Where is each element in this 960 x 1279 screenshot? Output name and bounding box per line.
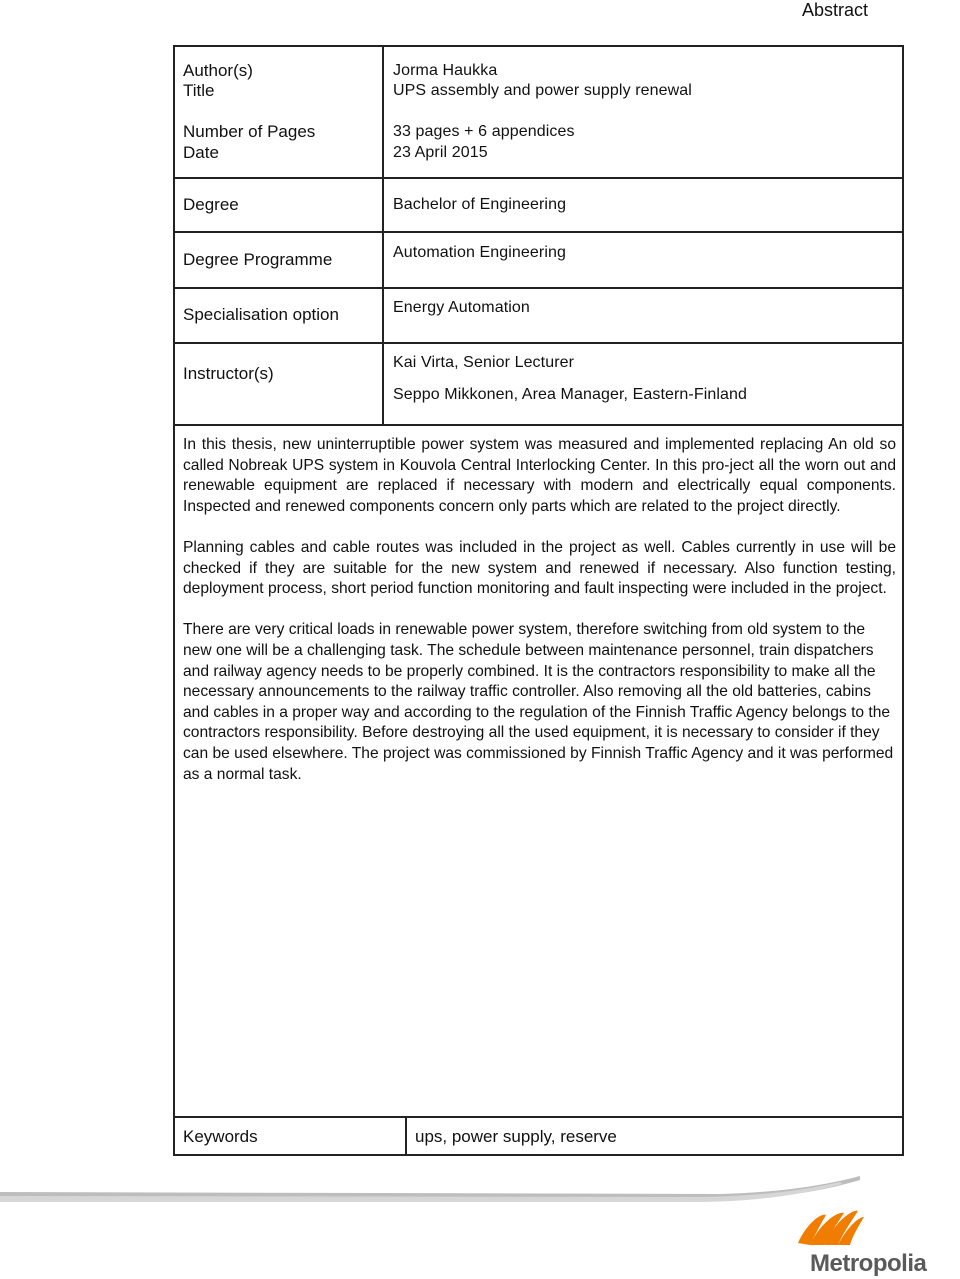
row-divider bbox=[173, 342, 904, 344]
keywords-label: Keywords bbox=[183, 1127, 258, 1146]
column-divider bbox=[405, 1116, 407, 1156]
pages-label: Number of Pages bbox=[183, 122, 316, 141]
row-divider bbox=[173, 287, 904, 289]
abstract-paragraph-3: There are very critical loads in renewable power system, therefore switching from old system to the new one will be a challenging task. The schedule between maintenance personnel, train dispatchers and railway agency needs to be properly combined. It is the contractors responsibility to make all the necessary announcements to the railway traffic controller. Also removing all the old batteries, cabins and cables in a proper way and according to the regulation of the Finnish Traffic Agency belongs to the contractors responsibility. Before destroying all the used equipment, it is necessary to consider if they can be used elsewhere. The project was commissioned by Finnish Traffic Agency and it was performed as a normal task. bbox=[183, 621, 894, 783]
instructor-1-value: Kai Virta, Senior Lecturer bbox=[393, 354, 575, 371]
row-divider bbox=[173, 1116, 904, 1118]
degree-value: Bachelor of Engineering bbox=[393, 196, 567, 213]
degree-label: Degree bbox=[183, 195, 239, 214]
section-header: Abstract bbox=[801, 0, 868, 20]
date-label: Date bbox=[183, 143, 219, 162]
footer-swoosh-graphic bbox=[0, 1170, 960, 1210]
specialisation-label: Specialisation option bbox=[183, 305, 339, 324]
abstract-body bbox=[183, 435, 896, 806]
pages-value: 33 pages + 6 appendices bbox=[393, 123, 575, 140]
row-divider bbox=[173, 424, 904, 426]
specialisation-value: Energy Automation bbox=[393, 299, 530, 316]
metropolia-logo-text: Metropolia bbox=[810, 1250, 927, 1277]
abstract-paragraph-2: Planning cables and cable routes was included in the project as well. Cables currently in use will be checked if they are suitable for the new system and renewed if necessary. Also function testing, deployment process, short period function monitoring and fault inspecting were included in the project. bbox=[183, 538, 896, 598]
programme-label: Degree Programme bbox=[183, 250, 333, 269]
abstract-paragraph-1: In this thesis, new uninterruptible power system was measured and implemented replacing An old so called Nobreak UPS system in Kouvola Central Interlocking Center. In this pro-ject all the worn out and renewable equipment are replaced if necessary with modern and electrically equal components. Inspected and renewed components concern only parts which are related to the project directly. bbox=[183, 436, 896, 515]
date-value: 23 April 2015 bbox=[393, 144, 488, 161]
title-label: Title bbox=[183, 81, 215, 100]
row-divider bbox=[173, 177, 904, 179]
keywords-value: ups, power supply, reserve bbox=[415, 1127, 617, 1146]
instructors-label: Instructor(s) bbox=[183, 364, 274, 383]
author-label: Author(s) bbox=[183, 61, 253, 80]
title-value: UPS assembly and power supply renewal bbox=[393, 82, 692, 99]
column-divider bbox=[382, 45, 384, 425]
instructor-2-value: Seppo Mikkonen, Area Manager, Eastern-Finland bbox=[393, 386, 748, 403]
programme-value: Automation Engineering bbox=[393, 244, 566, 261]
row-divider bbox=[173, 231, 904, 233]
author-value: Jorma Haukka bbox=[393, 62, 498, 79]
